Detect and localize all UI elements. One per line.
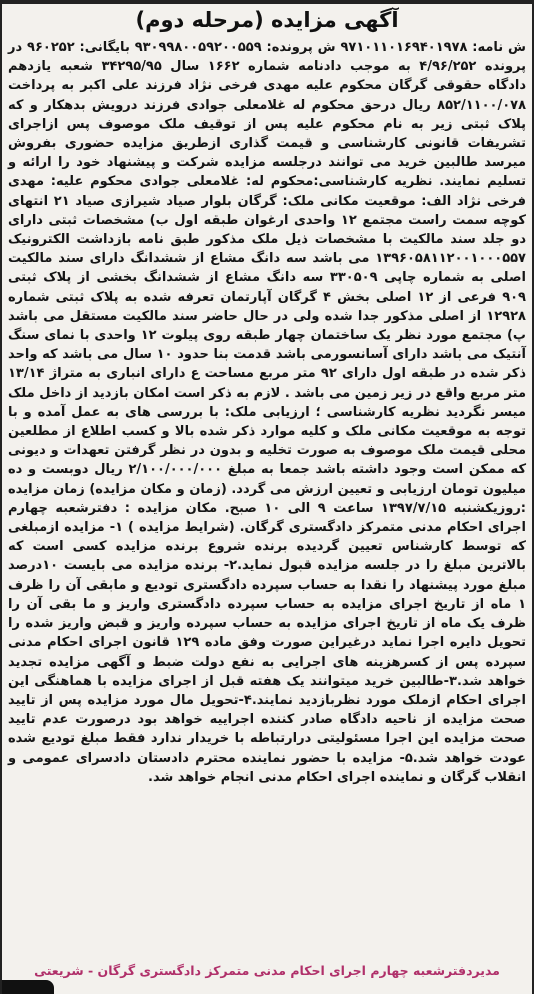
top-border xyxy=(2,0,532,4)
corner-mark xyxy=(2,980,54,994)
notice-body-text: ش نامه: ۹۷۱۰۱۱۰۱۶۹۴۰۱۹۷۸ ش پرونده: ۹۳۰۹۹۸۰۰۵۹۲۰۰۵۵۹ بایگانی: ۹۶۰۲۵۲ در پرونده ۴/۹۶/۲۵۲ به موجب دادنامه شماره ۱۶۶۲ سال ۳۴۲۹۵/۹۵ شعبه یازدهم دادگاه حقوقی گرگان محکوم علیه مهدی فرخی نژاد فرزند علی اکبر به پرداخت ۸۵۲/۱۱۰۰/۰۷۸ ریال درحق محکوم له غلامعلی جوادی فرزند درویش بدهکار و که پلاک ثبتی زیر به نام محکوم علیه پس از توقیف ملک موصوف پس ازاجرای تشریفات قانونی کارشناسی و قیمت گذاری ازطریق مزایده حضوری بفروش میرسد طالبین خرید می توانند درجلسه مزایده شرکت و پیشنهاد خود را ارائه و تسلیم نمایند. نظریه کارشناسی:محکوم له: غلامعلی جوادی محکوم علیه: مهدی فرخی نژاد الف: موقعیت مکانی ملک: گرگان بلوار صیاد شیرازی صیاد ۲۱ انتهای کوچه سمت راست مجتمع ۱۲ واحدی ارغوان طبقه اول ب) مشخصات ثبتی دارای دو جلد سند مالکیت با مشخصات ذیل ملک مذکور طبق نامه بازداشت الکترونیک ۱۳۹۶۰۵۸۱۱۲۰۰۱۰۰۰۵۵۷ می باشد سه دانگ مشاع از ششدانگ دارای سند مالکیت اصلی به شماره چاپی ۳۳۰۵۰۹ سه دانگ مشاع از ششدانگ بخشی از پلاک ثبتی ۹۰۹ فرعی از ۱۲ اصلی بخش ۴ گرگان آپارتمان تعرفه شده به پلاک ثبتی شماره ۱۲۹۲۸ از اصلی مذکور جدا شده ولی در حال حاضر سند مالکیت مستقل می باشد پ) مجتمع مورد نظر یک ساختمان چهار طبقه روی پیلوت ۱۲ واحدی با نمای سنگ آنتیک می باشد دارای آسانسورمی باشد قدمت بنا حدود ۱۰ سال می باشد که واحد ذکر شده در طبقه اول دارای ۹۲ متر مربع مساحت ع دارای انباری به متراژ ۱۳/۱۴ متر مربع واقع در زیر زمین می باشد . لازم به ذکر است امکان بازدید از داخل ملک میسر نگردید نظریه کارشناسی ؛ ارزیابی ملک: با بررسی های به عمل آمده و با توجه به موقعیت مکانی ملک و کلیه موارد ذکر شده بالا و کسب اطلاع از مطلعین محلی قیمت ملک موصوف به صورت تخلیه و بدون در نظر گرفتن تعهدات و دیونی که ممکن است وجود داشته باشد جمعا به مبلغ ۲/۱۰۰/۰۰۰/۰۰۰ ریال دوبست و ده میلیون تومان ارزیابی و تعیین ارزش می گردد. (زمان و مکان مزایده) زمان مزایده :روزیکشنبه ۱۳۹۷/۷/۱۵ ساعت ۹ الی ۱۰ صبح. مکان مزایده : دفترشعبه چهارم اجرای احکام مدنی متمرکز دادگستری گرگان. (شرایط مزایده ) ۱- مزایده ازمبلغی که توسط کارشناس تعیین گردیده برنده شروع برنده مزایده کسی است که بالاترین مبلغ را در جلسه مزایده قبول نماید.۲- برنده مزایده می بایست ۱۰درصد مبلغ مورد پیشنهاد را نقدا به حساب سپرده دادگستری تودیع و مابقی آن را ظرف ۱ ماه از تاریخ اجرای مزایده به حساب سپرده دادگستری واریز و ما بقی آن را ظرف یک ماه از تاریخ اجرای مزایده به حساب سپرده واریز و قبض واریز شده را تحویل دایره اجرا نماید درغیراین صورت وفق ماده ۱۲۹ قانون اجرای احکام مدنی سپرده پس از کسرهزینه های اجرایی به نفع دولت ضبط و آگهی مزایده تجدید خواهد شد.۳-طالبین خرید میتوانند یک هفته قبل از اجرای مزایده با هماهنگی این اجرای احکام ازملک مورد نظربازدید نمایند.۴-تحویل مال مورد مزایده پس از تایید صحت مزایده از ناحیه دادگاه صادر کننده اجراییه خواهد بود درصورت عدم تایید صحت مزایده این اجرا مسئولیتی درارتباطه با خریدار ندارد فقط مبلغ تودیع شده عودت خواهد شد.۵- مزایده با حضور نماینده محترم دادستان دادسرای عمومی و انقلاب گرگان و نماینده اجرای احکام مدنی انجام خواهد شد. xyxy=(8,40,527,785)
notice-title: آگهی مزایده (مرحله دوم) xyxy=(135,8,399,32)
notice-signature: مدیردفترشعبه چهارم اجرای احکام مدنی متمرکز دادگستری گرگان - شریعتی xyxy=(34,963,500,978)
notice-body xyxy=(8,38,526,787)
